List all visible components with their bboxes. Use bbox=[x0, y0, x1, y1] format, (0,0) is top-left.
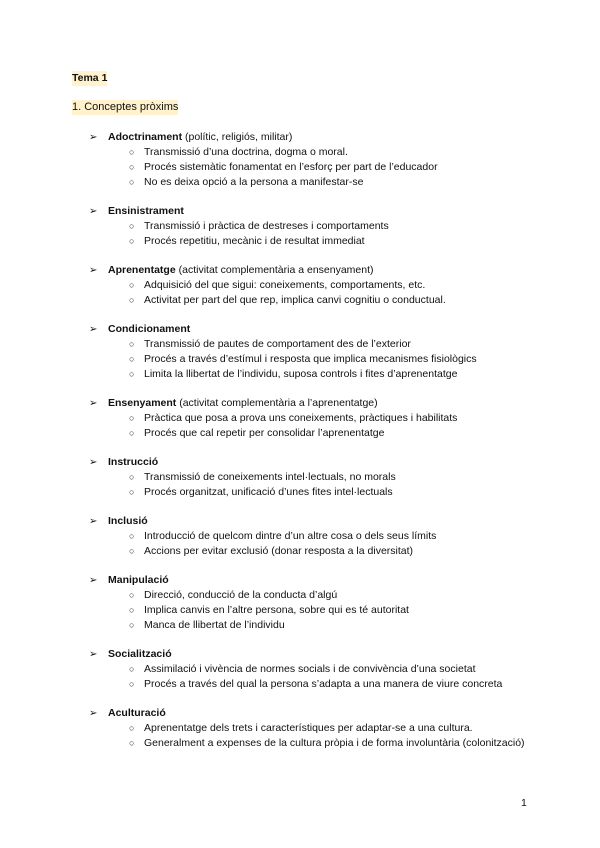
list-item-text: Limita la llibertat de l’individu, suposa controls i fites d’aprenentatge bbox=[144, 368, 458, 380]
list-item-text: Procés organitzat, unificació d’unes fites intel·lectuals bbox=[144, 486, 393, 498]
circle-bullet-icon: ○ bbox=[129, 428, 135, 438]
concept-aprenentatge bbox=[89, 263, 529, 308]
circle-bullet-icon: ○ bbox=[129, 221, 135, 231]
concept-inclusio bbox=[89, 514, 529, 559]
section-heading: 1. Conceptes pròxims bbox=[72, 101, 179, 113]
list-item bbox=[89, 352, 529, 367]
concept-items bbox=[89, 411, 529, 441]
circle-bullet-icon: ○ bbox=[129, 487, 135, 497]
list-item bbox=[89, 411, 529, 426]
concept-items bbox=[89, 278, 529, 308]
list-item-text: Adquisició del que sigui: coneixements, comportaments, etc. bbox=[144, 279, 426, 291]
list-item-text: Transmissió de pautes de comportament des de l’exterior bbox=[144, 338, 411, 350]
list-item-text: Accions per evitar exclusió (donar resposta a la diversitat) bbox=[144, 545, 414, 557]
list-item bbox=[89, 662, 529, 677]
list-item bbox=[89, 470, 529, 485]
list-item bbox=[89, 603, 529, 618]
list-item-text: Introducció de quelcom dintre d’un altre cosa o dels seus límits bbox=[144, 530, 437, 542]
circle-bullet-icon: ○ bbox=[129, 723, 135, 733]
list-item bbox=[89, 145, 529, 160]
concept-qualifier: (activitat complementària a l’aprenentatge) bbox=[176, 397, 378, 409]
circle-bullet-icon: ○ bbox=[129, 236, 135, 246]
list-item-text: Transmissió d’una doctrina, dogma o moral. bbox=[144, 146, 348, 158]
concept-term: Ensinistrament bbox=[108, 205, 184, 217]
list-item-text: Activitat per part del que rep, implica canvi cognitiu o conductual. bbox=[144, 294, 446, 306]
circle-bullet-icon: ○ bbox=[129, 605, 135, 615]
concept-items bbox=[89, 529, 529, 559]
circle-bullet-icon: ○ bbox=[129, 280, 135, 290]
concept-qualifier: (activitat complementària a ensenyament) bbox=[175, 264, 374, 276]
page-title: Tema 1 bbox=[72, 72, 108, 84]
list-item-text: Manca de llibertat de l’individu bbox=[144, 619, 285, 631]
list-item bbox=[89, 219, 529, 234]
list-item bbox=[89, 721, 529, 736]
concept-items bbox=[89, 337, 529, 382]
circle-bullet-icon: ○ bbox=[129, 354, 135, 364]
circle-bullet-icon: ○ bbox=[129, 679, 135, 689]
list-item-text: Procés sistemàtic fonamentat en l’esforç per part de l’educador bbox=[144, 161, 438, 173]
arrow-bullet-icon: ➢ bbox=[89, 457, 98, 468]
concept-heading bbox=[89, 130, 529, 145]
list-item bbox=[89, 677, 529, 692]
circle-bullet-icon: ○ bbox=[129, 546, 135, 556]
list-item-text: Procés a través del qual la persona s’adapta a una manera de viure concreta bbox=[144, 678, 503, 690]
concept-adoctrinament bbox=[89, 130, 529, 190]
concept-heading bbox=[89, 455, 529, 470]
concept-aculturacio bbox=[89, 706, 529, 751]
concept-items bbox=[89, 588, 529, 633]
list-item-text: No es deixa opció a la persona a manifestar-se bbox=[144, 176, 364, 188]
arrow-bullet-icon: ➢ bbox=[89, 324, 98, 335]
concept-instruccio bbox=[89, 455, 529, 500]
concept-ensinistrament bbox=[89, 204, 529, 249]
arrow-bullet-icon: ➢ bbox=[89, 708, 98, 719]
list-item-text: Assimilació i vivència de normes socials i de convivència d’una societat bbox=[144, 663, 476, 675]
arrow-bullet-icon: ➢ bbox=[89, 132, 98, 143]
list-item bbox=[89, 160, 529, 175]
arrow-bullet-icon: ➢ bbox=[89, 649, 98, 660]
concept-heading bbox=[89, 706, 529, 721]
concept-items bbox=[89, 145, 529, 190]
list-item bbox=[89, 293, 529, 308]
list-item bbox=[89, 234, 529, 249]
circle-bullet-icon: ○ bbox=[129, 413, 135, 423]
list-item-text: Transmissió de coneixements intel·lectuals, no morals bbox=[144, 471, 396, 483]
concept-heading bbox=[89, 396, 529, 411]
arrow-bullet-icon: ➢ bbox=[89, 516, 98, 527]
list-item-text: Generalment a expenses de la cultura pròpia i de forma involuntària (colonització) bbox=[144, 737, 525, 749]
list-item bbox=[89, 337, 529, 352]
list-item-text: Transmissió i pràctica de destreses i comportaments bbox=[144, 220, 389, 232]
list-item-text: Procés que cal repetir per consolidar l’aprenentatge bbox=[144, 427, 385, 439]
list-item-text: Implica canvis en l’altre persona, sobre qui es té autoritat bbox=[144, 604, 409, 616]
list-item bbox=[89, 367, 529, 382]
concept-term: Manipulació bbox=[108, 574, 169, 586]
circle-bullet-icon: ○ bbox=[129, 162, 135, 172]
concept-items bbox=[89, 219, 529, 249]
concept-manipulacio bbox=[89, 573, 529, 633]
list-item bbox=[89, 485, 529, 500]
list-item-text: Aprenentatge dels trets i característiques per adaptar-se a una cultura. bbox=[144, 722, 473, 734]
list-item bbox=[89, 278, 529, 293]
list-item bbox=[89, 618, 529, 633]
concept-term: Ensenyament bbox=[108, 397, 177, 409]
list-item bbox=[89, 175, 529, 190]
concept-items bbox=[89, 721, 529, 751]
concept-items bbox=[89, 470, 529, 500]
concept-term: Instrucció bbox=[108, 456, 159, 468]
circle-bullet-icon: ○ bbox=[129, 531, 135, 541]
page-number: 1 bbox=[521, 797, 527, 809]
concept-term: Socialització bbox=[108, 648, 172, 660]
concept-qualifier: (polític, religiós, militar) bbox=[182, 131, 293, 143]
concept-heading bbox=[89, 322, 529, 337]
concept-heading bbox=[89, 204, 529, 219]
concept-term: Condicionament bbox=[108, 323, 191, 335]
concept-items bbox=[89, 662, 529, 692]
arrow-bullet-icon: ➢ bbox=[89, 206, 98, 217]
circle-bullet-icon: ○ bbox=[129, 738, 135, 748]
list-item bbox=[89, 588, 529, 603]
list-item-text: Procés repetitiu, mecànic i de resultat immediat bbox=[144, 235, 365, 247]
concept-term: Inclusió bbox=[108, 515, 148, 527]
circle-bullet-icon: ○ bbox=[129, 664, 135, 674]
concept-term: Aculturació bbox=[108, 707, 166, 719]
circle-bullet-icon: ○ bbox=[129, 295, 135, 305]
concept-heading bbox=[89, 514, 529, 529]
list-item bbox=[89, 736, 529, 751]
concept-heading bbox=[89, 573, 529, 588]
list-item bbox=[89, 544, 529, 559]
concept-heading bbox=[89, 263, 529, 278]
list-item bbox=[89, 529, 529, 544]
concept-term: Aprenentatge bbox=[108, 264, 176, 276]
list-item bbox=[89, 426, 529, 441]
concept-heading bbox=[89, 647, 529, 662]
list-item-text: Procés a través d’estímul i resposta que implica mecanismes fisiològics bbox=[144, 353, 477, 365]
circle-bullet-icon: ○ bbox=[129, 472, 135, 482]
concept-condicionament bbox=[89, 322, 529, 382]
concept-ensenyament bbox=[89, 396, 529, 441]
circle-bullet-icon: ○ bbox=[129, 369, 135, 379]
circle-bullet-icon: ○ bbox=[129, 339, 135, 349]
arrow-bullet-icon: ➢ bbox=[89, 398, 98, 409]
concepts-list bbox=[89, 130, 529, 765]
list-item-text: Direcció, conducció de la conducta d’algú bbox=[144, 589, 338, 601]
concept-socialitzacio bbox=[89, 647, 529, 692]
circle-bullet-icon: ○ bbox=[129, 590, 135, 600]
arrow-bullet-icon: ➢ bbox=[89, 575, 98, 586]
list-item-text: Pràctica que posa a prova uns coneixements, pràctiques i habilitats bbox=[144, 412, 458, 424]
arrow-bullet-icon: ➢ bbox=[89, 265, 98, 276]
concept-term: Adoctrinament bbox=[108, 131, 183, 143]
circle-bullet-icon: ○ bbox=[129, 147, 135, 157]
circle-bullet-icon: ○ bbox=[129, 620, 135, 630]
circle-bullet-icon: ○ bbox=[129, 177, 135, 187]
